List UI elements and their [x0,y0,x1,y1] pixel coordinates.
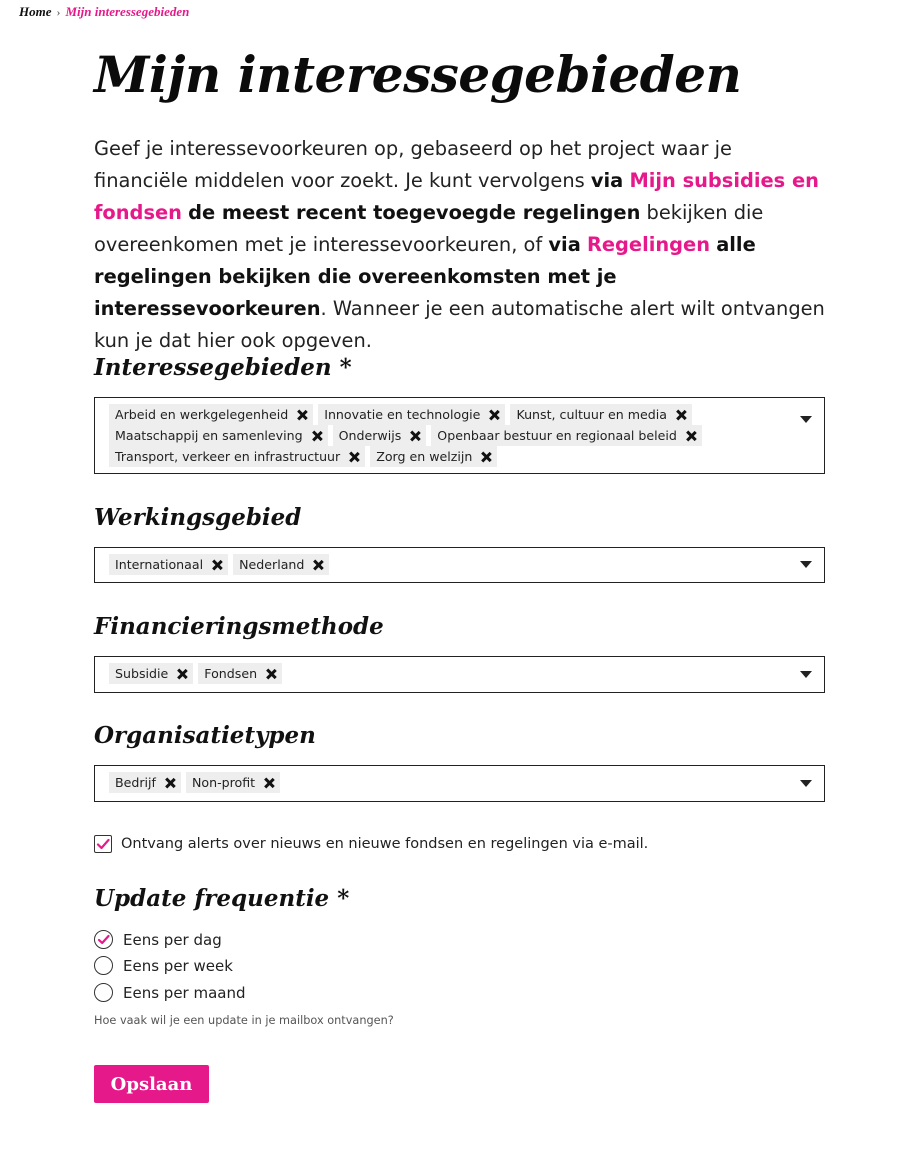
intro-bold-2: alle regelingen bekijken die overeenkomsten met je interessevoorkeuren [94,233,756,320]
selected-tag [109,404,313,425]
frequency-option-label: Eens per week [123,956,233,975]
frequency-help-text: Hoe vaak wil je een update in je mailbox ontvangen? [94,1014,394,1027]
caret-down-icon[interactable] [800,561,812,568]
tag-label: Nederland [239,557,305,572]
orgtypes-label: Organisatietypen [94,722,316,749]
funding-label: Financieringsmethode [94,613,384,640]
tag-label: Non-profit [192,775,256,790]
selected-tag [186,772,280,793]
selected-tag [318,404,505,425]
tag-label: Innovatie en technologie [324,407,481,422]
tag-label: Internationaal [115,557,204,572]
interests-select[interactable] [94,397,825,474]
tag-label: Kunst, cultuur en media [516,407,667,422]
my-subsidies-link[interactable]: Mijn subsidies en fondsen [94,169,819,224]
selected-tag [109,425,328,446]
intro-via-2: via [548,233,581,256]
alerts-checkbox-label: Ontvang alerts over nieuws en nieuwe fondsen en regelingen via e-mail. [121,836,649,852]
selected-tag [198,663,282,684]
breadcrumb-separator: › [56,4,61,19]
frequency-option-daily[interactable] [94,930,222,949]
region-label: Werkingsgebied [94,504,302,531]
close-icon[interactable] [349,452,359,462]
frequency-radio-monthly[interactable] [94,983,113,1002]
close-icon[interactable] [313,560,323,570]
selected-tag [431,425,702,446]
close-icon[interactable] [312,431,322,441]
breadcrumb [19,4,189,20]
tag-label: Transport, verkeer en infrastructuur [115,449,341,464]
close-icon[interactable] [481,452,491,462]
checkmark-icon [96,932,111,947]
frequency-option-label: Eens per maand [123,983,246,1002]
save-button[interactable]: Opslaan [94,1065,209,1103]
alerts-checkbox[interactable] [94,835,112,853]
close-icon[interactable] [676,410,686,420]
caret-down-icon[interactable] [800,671,812,678]
interests-label: Interessegebieden * [94,354,352,381]
intro-bold-1: de meest recent toegevoegde regelingen [188,201,641,224]
close-icon[interactable] [177,669,187,679]
breadcrumb-current: Mijn interessegebieden [65,4,190,19]
close-icon[interactable] [165,778,175,788]
checkmark-icon [96,837,110,851]
frequency-radio-weekly[interactable] [94,956,113,975]
close-icon[interactable] [489,410,499,420]
frequency-option-label: Eens per dag [123,930,222,949]
selected-tag [109,446,365,467]
tag-label: Maatschappij en samenleving [115,428,303,443]
caret-down-icon[interactable] [800,780,812,787]
intro-text-part-2: bekijken die overeenkomen met je interessevoorkeuren, of [94,201,764,256]
page-title: Mijn interessegebieden [94,45,742,104]
intro-text-part-3: . Wanneer je een automatische alert wilt ontvangen kun je dat hier ook opgeven. [94,297,825,352]
frequency-option-monthly[interactable] [94,983,246,1002]
close-icon[interactable] [410,431,420,441]
tag-label: Bedrijf [115,775,156,790]
caret-down-icon[interactable] [800,416,812,423]
selected-tag [510,404,692,425]
region-select[interactable] [94,547,825,583]
tag-label: Fondsen [204,666,258,681]
tag-label: Zorg en welzijn [376,449,473,464]
intro-text-part-1: Geef je interessevoorkeuren op, gebaseerd op het project waar je financiële middelen voor zoekt. Je kunt vervolgens [94,137,732,192]
breadcrumb-home-link[interactable]: Home [19,4,52,19]
close-icon[interactable] [264,778,274,788]
intro-via-1: via [590,169,624,192]
frequency-label: Update frequentie * [94,885,350,912]
selected-tag [333,425,427,446]
frequency-option-weekly[interactable] [94,956,233,975]
alerts-checkbox-row[interactable] [94,835,648,853]
selected-tag [109,772,181,793]
regulations-link[interactable]: Regelingen [586,233,711,256]
frequency-radio-daily[interactable] [94,930,113,949]
tag-label: Subsidie [115,666,169,681]
tag-label: Onderwijs [338,428,402,443]
close-icon[interactable] [297,410,307,420]
intro-text [94,133,825,357]
selected-tag [233,554,329,575]
close-icon[interactable] [212,560,222,570]
selected-tag [109,663,193,684]
funding-select[interactable] [94,656,825,693]
selected-tag [370,446,497,467]
close-icon[interactable] [266,669,276,679]
orgtypes-select[interactable] [94,765,825,802]
tag-label: Arbeid en werkgelegenheid [115,407,289,422]
close-icon[interactable] [686,431,696,441]
selected-tag [109,554,228,575]
tag-label: Openbaar bestuur en regionaal beleid [437,428,677,443]
